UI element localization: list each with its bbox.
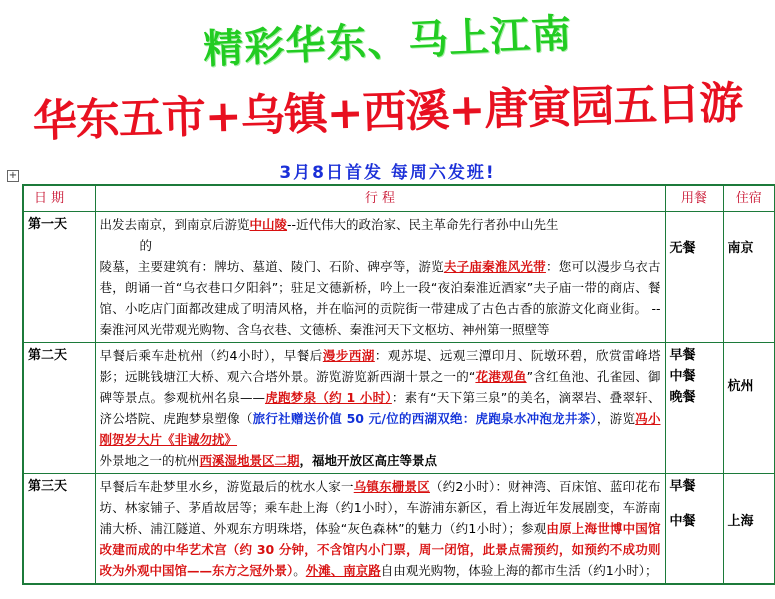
text-run: 出发去南京，到南京后游览 — [99, 217, 250, 232]
header-stay: 住宿 — [723, 185, 775, 212]
highlight-attraction: 由原上海世博中国馆改建而成的中华艺术宫（约 30 分钟，不含馆内小门票，周一闭馆，此景点需预约，如预约不成功则改为外观中国馆——东方之冠外景） — [99, 521, 661, 578]
table-row — [23, 474, 775, 585]
text-run: ：素有“天下第三泉”的美名，滴翠岩、叠翠轩、济公塔院、虎跑梦泉塑像（ — [99, 390, 661, 426]
route-title: 华东五市+乌镇+西溪+唐寅园五日游 — [32, 77, 743, 148]
meals-cell — [665, 212, 723, 343]
text-run: ，福地开放区高庄等景点 — [299, 453, 438, 468]
highlight-attraction: 西溪湿地景区二期 — [199, 453, 300, 468]
highlight-attraction: 虎跑梦泉（约 1 小时） — [264, 390, 392, 405]
text-run: 早餐后车赴梦里水乡，游览最后的枕水人家一 — [99, 479, 354, 494]
stay-cell — [723, 343, 775, 474]
text-run: ”含红鱼池、孔雀园、御碑等景点。参观杭州名泉—— — [99, 369, 661, 405]
meal-item: 早餐 — [669, 348, 696, 363]
highlight-attraction: 乌镇东栅景区 — [353, 479, 430, 494]
header-day: 日 期 — [23, 185, 95, 212]
text-run: 陵墓，主要建筑有：牌坊、墓道、陵门、石阶、碑亭等，游览 — [99, 259, 444, 274]
stay-cell — [723, 474, 775, 585]
highlight-gift: 旅行社赠送价值 50 元/位的西湖双绝：虎跑泉水冲泡龙井茶） — [252, 411, 597, 426]
text-run: （约2小时）：财神湾、百床馆、蓝印花布坊、林家铺子、茅盾故居等；乘车赴上海（约1小时），车游浦东新区，看上海近年发展剧变，车游南浦大桥、浦江隧道、外观东方明珠塔，体验“灰色森林”的魅力（约1小时）；参观 — [99, 479, 661, 536]
stay-city: 上海 — [727, 514, 754, 529]
itinerary-line — [100, 256, 661, 340]
text-run: 自由观光购物，体验上海的都市生活（约1小时）； — [380, 563, 658, 578]
stay-city: 杭州 — [727, 379, 754, 394]
itinerary-table — [22, 184, 775, 585]
meal-item: 中餐 — [669, 514, 696, 529]
text-run: 外景地之一的杭州 — [99, 453, 200, 468]
text-run: ：您可以漫步乌衣古巷，朗诵一首“乌衣巷口夕阳斜”；驻足文德新桥，吟上一段“夜泊秦淮近酒家”夫子庙一带的商店、餐馆、小吃店门面都改建成了明清风格，并在临河的贡院街一带建成了古色古香的旅游文化商业街。 -- 秦淮河风光带观光购物、含乌衣巷、文德桥、秦淮河天下文枢坊、神州第一照壁等 — [99, 259, 661, 337]
table-header-row — [23, 185, 775, 212]
highlight-attraction: 冯小刚贺岁大片《非诚勿扰》 — [99, 411, 661, 447]
departure-subtitle: 3月8日首发 每周六发班! — [279, 163, 496, 183]
highlight-attraction: 外滩、南京路 — [305, 563, 381, 578]
itinerary-text — [95, 212, 665, 343]
table-row — [23, 343, 775, 474]
table-move-handle-icon[interactable]: + — [8, 170, 18, 181]
highlight-attraction: 中山陵 — [249, 217, 288, 232]
highlight-attraction: 漫步西湖 — [322, 348, 375, 363]
meals-cell — [665, 474, 723, 585]
highlight-attraction: 花港观鱼 — [475, 369, 527, 384]
stay-city: 南京 — [727, 241, 754, 256]
itinerary-text — [95, 343, 665, 474]
meal-item: 无餐 — [669, 241, 696, 256]
day-label: 第一天 — [23, 212, 95, 343]
day-label: 第二天 — [23, 343, 95, 474]
text-run: 的 — [139, 238, 153, 253]
text-run: 。 — [293, 563, 306, 578]
text-run: 早餐后乘车赴杭州（约4小时），早餐后 — [99, 348, 323, 363]
highlight-attraction: 夫子庙秦淮风光带 — [443, 259, 546, 274]
itinerary-line — [100, 214, 661, 235]
meal-item: 早餐 — [669, 479, 696, 494]
day-label: 第三天 — [23, 474, 95, 585]
meals-cell — [665, 343, 723, 474]
itinerary-text — [95, 474, 665, 585]
stay-cell — [723, 212, 775, 343]
meal-item: 晚餐 — [669, 390, 696, 405]
header-meals: 用餐 — [665, 185, 723, 212]
text-run: --近代伟大的政治家、民主革命先行者孙中山先生 — [287, 217, 559, 232]
header-itinerary: 行 程 — [95, 185, 665, 212]
meal-item: 中餐 — [669, 369, 696, 384]
table-row — [23, 212, 775, 343]
text-run: ，游览 — [596, 411, 636, 426]
text-run: ：观苏堤、远观三潭印月、阮墩环碧，欣赏雷峰塔影；远眺钱塘江大桥、观六合塔外景。游览游览新西湖十景之一的“ — [99, 348, 661, 384]
headline-title: 精彩华东、马上江南 — [202, 9, 573, 74]
